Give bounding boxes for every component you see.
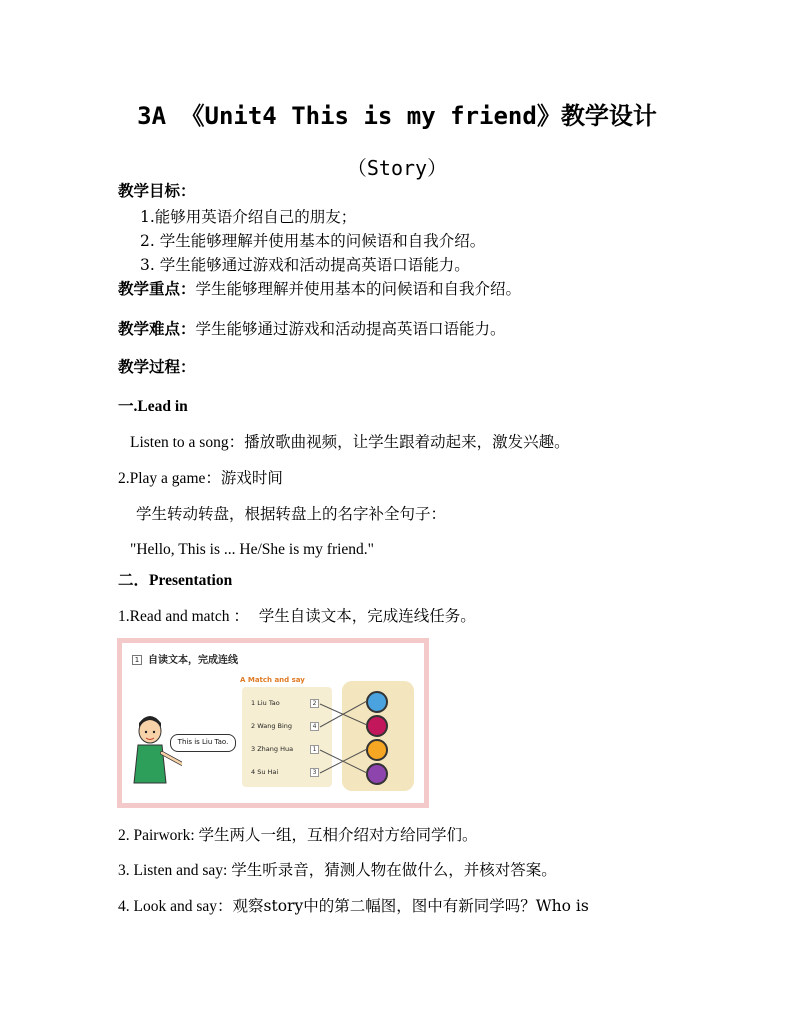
match-name-1: 1 Liu Tao (251, 699, 280, 707)
difficulty-label: 教学难点： (118, 320, 196, 338)
presentation-item-1 (118, 606, 476, 627)
match-line-2 (320, 701, 367, 727)
match-name-2: 2 Wang Bing (251, 722, 293, 730)
figure-canvas (122, 643, 424, 803)
presentation-item-4-label: 4. Look and say： (118, 898, 233, 915)
objectives-heading: 教学目标： (118, 182, 196, 200)
speech-bubble: This is Liu Tao. (170, 734, 236, 752)
objective-item-2: 2. 学生能够理解并使用基本的问候语和自我介绍。 (140, 232, 486, 250)
key-point-label: 教学重点： (118, 280, 196, 298)
figure-header-number: 1 (132, 655, 142, 665)
boy-illustration-icon (122, 643, 182, 803)
game-text: 游戏时间 (220, 469, 283, 487)
match-box-3: 1 (310, 745, 319, 754)
match-box-4: 3 (310, 768, 319, 777)
objective-item-1: 1.能够用英语介绍自己的朋友； (140, 208, 357, 226)
match-box-2: 4 (310, 722, 319, 731)
lead-in-heading: 一.Lead in (118, 398, 188, 415)
page-subtitle: （Story） (346, 156, 448, 180)
figure-subheading: A Match and say (240, 676, 305, 684)
presentation-item-3-text: 学生听录音，猜测人物在做什么，并核对答案。 (231, 861, 557, 879)
game-label: 2.Play a game： (118, 470, 221, 487)
game-sentence: "Hello, This is ... He/She is my friend." (130, 541, 374, 558)
read-and-match-figure (117, 638, 429, 808)
presentation-item-4 (118, 896, 589, 917)
lead-in-song (130, 432, 570, 453)
presentation-item-2-label: 2. Pairwork: (118, 827, 199, 844)
presentation-item-1-text: 学生自读文本，完成连线任务。 (258, 607, 476, 625)
match-box-1: 2 (310, 699, 319, 708)
presentation-heading: 二．Presentation (118, 572, 233, 589)
presentation-item-1-label: 1.Read and match ： (118, 608, 249, 625)
objective-item-3: 3. 学生能够通过游戏和活动提高英语口语能力。 (140, 256, 470, 274)
song-text: 播放歌曲视频，让学生跟着动起来，激发兴趣。 (244, 433, 570, 451)
page-title: 3A 《Unit4 This is my friend》教学设计 (137, 102, 657, 130)
presentation-item-3 (118, 860, 557, 881)
difficulty-text: 学生能够通过游戏和活动提高英语口语能力。 (195, 320, 506, 338)
difficulty (118, 319, 506, 339)
key-point-text: 学生能够理解并使用基本的问候语和自我介绍。 (195, 280, 522, 298)
presentation-item-3-label: 3. Listen and say: (118, 862, 232, 879)
presentation-item-2-text: 学生两人一组，互相介绍对方给同学们。 (198, 826, 478, 844)
presentation-item-4-text: 观察story中的第二幅图，图中有新同学吗？Who is (232, 897, 589, 915)
process-heading: 教学过程： (118, 358, 196, 376)
key-point (118, 279, 521, 299)
presentation-item-2 (118, 825, 478, 846)
song-label: Listen to a song： (130, 434, 245, 451)
match-name-4: 4 Su Hai (251, 768, 279, 776)
figure-header-text: 自读文本，完成连线 (148, 655, 238, 666)
game-description: 学生转动转盘，根据转盘上的名字补全句子： (136, 505, 447, 523)
lead-in-game (118, 468, 283, 489)
match-name-3: 3 Zhang Hua (251, 745, 294, 753)
